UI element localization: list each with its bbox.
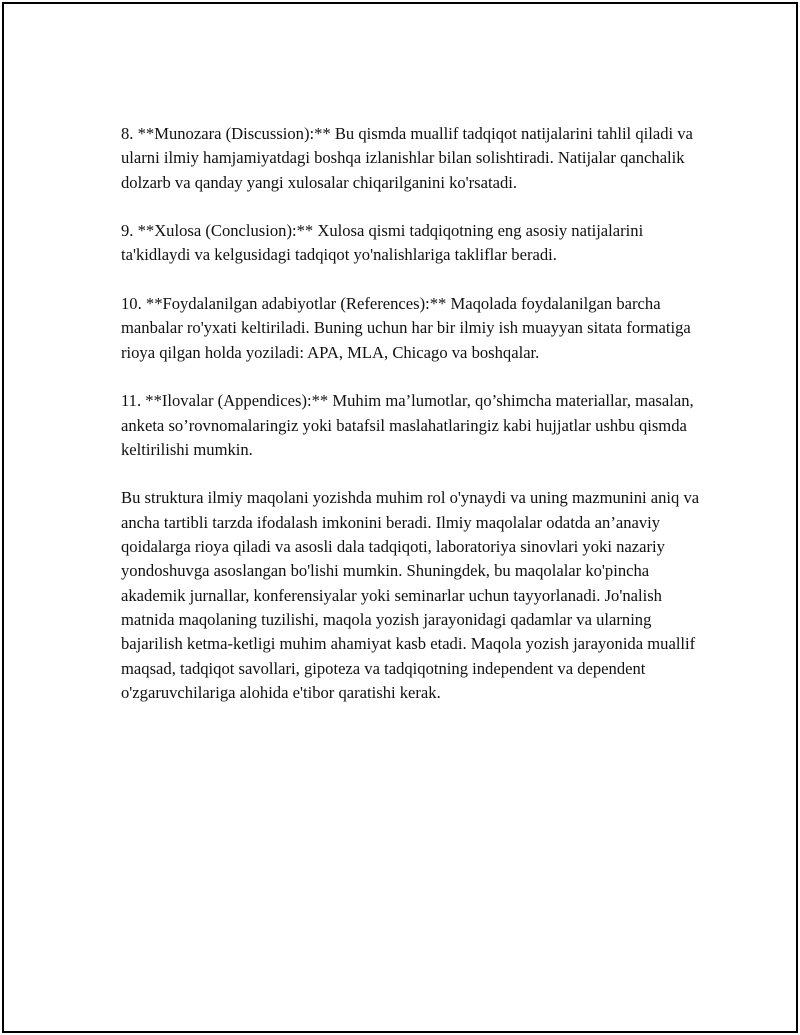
document-body bbox=[121, 122, 701, 729]
paragraph-appendices: 11. **Ilovalar (Appendices):** Muhim ma’lumotlar, qo’shimcha materiallar, masalan, anketa so’rovnomalaringiz yoki batafsil maslahatlaringiz kabi hujjatlar ushbu qismda keltirilishi mumkin. bbox=[121, 391, 694, 459]
paragraph-conclusion: 9. **Xulosa (Conclusion):** Xulosa qismi tadqiqotning eng asosiy natijalarini ta'kidlaydi va kelgusidagi tadqiqot yo'nalishlariga takliflar beradi. bbox=[121, 221, 644, 265]
paragraph-discussion: 8. **Munozara (Discussion):** Bu qismda muallif tadqiqot natijalarini tahlil qiladi va ularni ilmiy hamjamiyatdagi boshqa izlanishlar bilan solishtiradi. Natijalar qanchalik dolzarb va qanday yangi xulosalar chiqarilganini ko'rsatadi. bbox=[121, 124, 693, 192]
page-frame bbox=[2, 2, 798, 1033]
paragraph-summary: Bu struktura ilmiy maqolani yozishda muhim rol o'ynaydi va uning mazmunini aniq va ancha tartibli tarzda ifodalash imkonini beradi. Ilmiy maqolalar odatda an’anaviy qoidalarga rioya qiladi va asosli dala tadqiqoti, laboratoriya sinovlari yoki nazariy yondoshuvga asoslangan bo'lishi mumkin. Shuningdek, bu maqolalar ko'pincha akademik jurnallar, konferensiyalar yoki seminarlar uchun tayyorlanadi. Jo'nalish matnida maqolaning tuzilishi, maqola yozish jarayonidagi qadamlar va ularning bajarilish ketma-ketligi muhim ahamiyat kasb etadi. Maqola yozish jarayonida muallif maqsad, tadqiqot savollari, gipoteza va tadqiqotning independent va dependent o'zgaruvchilariga alohida e'tibor qaratishi kerak. bbox=[121, 488, 700, 702]
paragraph-references: 10. **Foydalanilgan adabiyotlar (References):** Maqolada foydalanilgan barcha manbalar ro'yxati keltiriladi. Buning uchun har bir ilmiy ish muayyan sitata formatiga rioya qilgan holda yoziladi: APA, MLA, Chicago va boshqalar. bbox=[121, 294, 691, 362]
